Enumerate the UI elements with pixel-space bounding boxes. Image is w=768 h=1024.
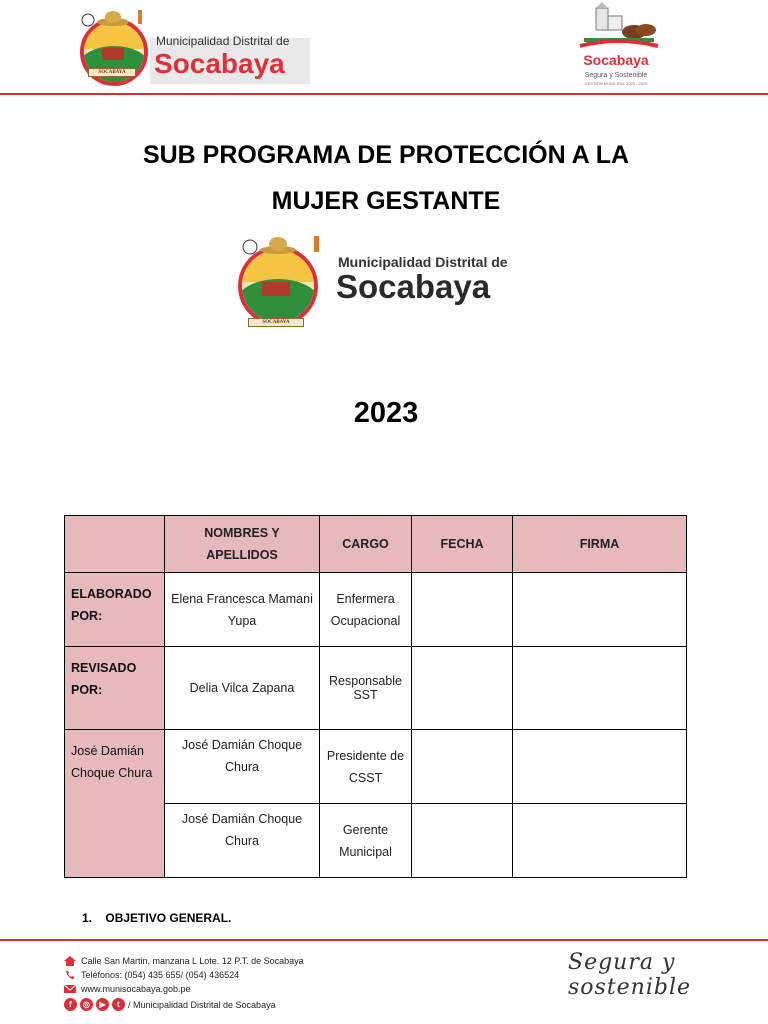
footer-social (64, 998, 276, 1011)
table-row (65, 573, 687, 647)
row-firma (513, 647, 687, 730)
center-seal-ribbon: SOCABAYA (248, 318, 304, 327)
home-icon (64, 956, 76, 966)
header-logo-municipalidad (76, 8, 310, 88)
footer-website-link[interactable]: www.munisocabaya.gob.pe (81, 984, 191, 994)
row-name: Elena Francesca Mamani Yupa (165, 573, 320, 647)
phone-icon (64, 970, 76, 980)
table-header-row (65, 516, 687, 573)
header-cell-cargo: CARGO (320, 516, 412, 573)
row-firma (513, 730, 687, 804)
footer-social-text: / Municipalidad Distrital de Socabaya (128, 999, 276, 1010)
center-logo-municipalidad (234, 234, 524, 330)
footer-address (64, 956, 304, 966)
church-oxen-icon (574, 2, 662, 54)
center-sombrero-icon (234, 234, 326, 256)
row-cargo: Presidente de CSST (320, 730, 412, 804)
table-row (65, 647, 687, 730)
header-cell-fecha: FECHA (412, 516, 513, 573)
twitter-icon[interactable]: t (112, 998, 125, 1011)
row-fecha (412, 573, 513, 647)
row-fecha (412, 804, 513, 878)
row-fecha (412, 647, 513, 730)
section-title: OBJETIVO GENERAL. (105, 911, 232, 925)
row-name: Delia Vilca Zapana (165, 647, 320, 730)
center-seal-icon (238, 246, 318, 326)
title-line-1: SUB PROGRAMA DE PROTECCIÓN A LA (142, 141, 630, 169)
sombrero-icon (76, 8, 150, 28)
brand-top-text: Municipalidad Distrital de (156, 34, 290, 48)
footer-address-text: Calle San Martin, manzana L Lote. 12 P.T. de Socabaya (81, 956, 304, 966)
row-fecha (412, 730, 513, 804)
row-label-elaborado: ELABORADO POR: (65, 573, 165, 647)
header-logo-socabaya-segura (570, 2, 662, 90)
center-brand-top-text: Municipalidad Distrital de (338, 254, 508, 270)
footer-divider (0, 939, 768, 941)
footer-phones-text: Teléfonos: (054) 435 655/ (054) 436524 (81, 970, 240, 980)
row-cargo: Gerente Municipal (320, 804, 412, 878)
footer-phones (64, 970, 239, 980)
document-title (60, 132, 712, 224)
facebook-icon[interactable]: f (64, 998, 77, 1011)
section-heading (82, 911, 231, 925)
header-divider (0, 93, 768, 95)
footer-website (64, 984, 191, 994)
mail-icon (64, 984, 76, 994)
right-logo-subtagline: GESTIÓN MUNICIPAL 2023 - 2026 (584, 81, 648, 86)
youtube-icon[interactable]: ▶ (96, 998, 109, 1011)
title-line-2: MUJER GESTANTE (271, 187, 501, 215)
document-year: 2023 (353, 397, 419, 429)
row-cargo: Responsable SST (320, 647, 412, 730)
header-cell-nombres: NOMBRES Y APELLIDOS (165, 516, 320, 573)
instagram-icon[interactable]: ◎ (80, 998, 93, 1011)
approval-table (64, 515, 687, 878)
seal-ribbon: SOCABAYA (88, 68, 136, 77)
right-logo-tagline: Segura y Sostenible (584, 72, 648, 79)
row-cargo: Enfermera Ocupacional (320, 573, 412, 647)
row-name: José Damián Choque Chura (165, 804, 320, 878)
brand-main-text: Socabaya (154, 48, 285, 79)
row-name: José Damián Choque Chura (165, 730, 320, 804)
footer-slogan: Segura y sostenible (568, 950, 692, 1000)
table-row (65, 730, 687, 804)
right-logo-main-text: Socabaya (583, 52, 649, 68)
header-cell-empty (65, 516, 165, 573)
section-number: 1. (82, 911, 93, 925)
row-firma (513, 804, 687, 878)
row-label-revisado: REVISADO POR: (65, 647, 165, 730)
header-cell-firma: FIRMA (513, 516, 687, 573)
center-brand-main-text: Socabaya (336, 268, 491, 305)
row-firma (513, 573, 687, 647)
row-label-aprobado: José Damián Choque Chura (65, 730, 165, 878)
